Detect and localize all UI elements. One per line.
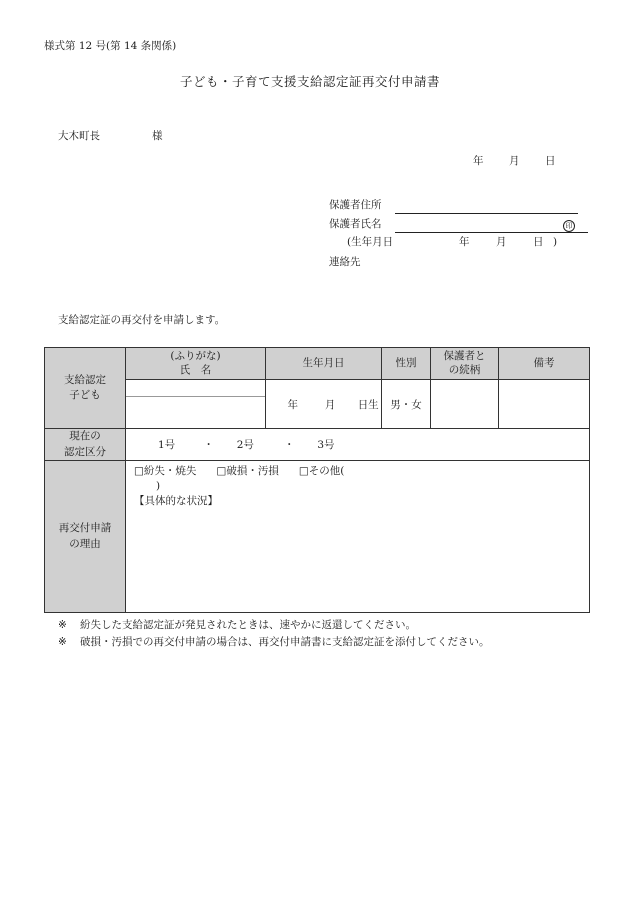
reason-other-close: ) [156, 480, 161, 493]
furigana-field[interactable] [126, 380, 265, 397]
birthdate-year: 年 [459, 236, 470, 248]
birthdate-day: 日 [533, 236, 544, 248]
guardian-name-line[interactable] [395, 232, 588, 233]
date-month: 月 [509, 155, 520, 167]
date-year: 年 [473, 155, 484, 167]
relation-header [431, 348, 499, 380]
application-table [44, 347, 590, 613]
child-label-line2: 子ども [69, 389, 101, 401]
guardian-address-label: 保護者住所 [329, 199, 382, 211]
details-label: 【具体的な状況】 [134, 495, 218, 508]
category-separator-2: ・ [284, 439, 295, 451]
form-number: 様式第 12 号(第 14 条関係) [44, 40, 177, 52]
note-text: 紛失した支給認定証が発見されたときは、速やかに返還してください。 [80, 619, 416, 631]
category-label-cell [45, 429, 126, 461]
remarks-header: 備考 [499, 348, 590, 380]
relation-cell[interactable] [431, 380, 499, 429]
furigana-header: (ふりがな) [170, 349, 221, 362]
reason-cell [126, 461, 590, 613]
relation-header-line1: 保護者と [443, 349, 486, 362]
remarks-cell[interactable] [499, 380, 590, 429]
name-header [126, 348, 266, 380]
note-mark: ※ [58, 636, 67, 649]
reason-label-line2: の理由 [69, 537, 101, 550]
relation-header-line2: の続柄 [448, 363, 481, 376]
reason-damaged-checkbox[interactable]: □破損・汚損 [216, 465, 279, 477]
reason-label-line1: 再交付申請 [58, 522, 112, 535]
name-header-label: 氏 名 [179, 363, 212, 376]
birthdate-close: ) [553, 236, 558, 248]
note-item [58, 617, 490, 634]
note-text: 破損・汚損での再交付申請の場合は、再交付申請書に支給認定証を添付してください。 [80, 636, 490, 649]
child-label-cell [45, 348, 126, 429]
child-birth-month: 月 [324, 398, 336, 411]
guardian-address-line[interactable] [395, 213, 578, 214]
application-statement: 支給認定証の再交付を申請します。 [58, 314, 226, 326]
note-item [58, 634, 490, 651]
gender-header: 性別 [382, 348, 431, 380]
note-mark: ※ [58, 619, 67, 631]
reason-lost-checkbox[interactable]: □紛失・焼失 [134, 465, 197, 477]
document-title: 子ども・子育て支援支給認定証再交付申請書 [180, 74, 441, 89]
reason-label-cell [45, 461, 126, 613]
notes [58, 617, 490, 652]
reason-other-checkbox[interactable]: □その他( [298, 465, 345, 477]
gender-choice[interactable]: 男・女 [382, 380, 431, 429]
category-option-1[interactable]: 1号 [158, 439, 176, 451]
date-day: 日 [545, 155, 556, 167]
category-label-line1: 現在の [69, 430, 101, 443]
guardian-name-label: 保護者氏名 [329, 218, 382, 230]
child-birth-year: 年 [287, 398, 298, 411]
category-options [126, 429, 590, 461]
contact-label: 連絡先 [329, 256, 361, 268]
child-birthdate-cell[interactable] [266, 380, 382, 429]
category-option-3[interactable]: 3号 [317, 439, 335, 451]
category-separator-1: ・ [203, 439, 214, 451]
seal-mark: 印 [563, 220, 575, 232]
category-option-2[interactable]: 2号 [236, 439, 254, 451]
category-label-line2: 認定区分 [64, 445, 106, 458]
birthdate-month: 月 [496, 236, 507, 248]
birthdate-label: (生年月日 [347, 236, 394, 248]
birthdate-header: 生年月日 [266, 348, 382, 380]
child-label-line1: 支給認定 [64, 373, 106, 386]
child-birth-day: 日生 [357, 398, 379, 411]
addressee-honorific: 様 [152, 130, 163, 142]
addressee-name: 大木町長 [58, 130, 100, 142]
child-name-cell[interactable] [126, 380, 266, 429]
